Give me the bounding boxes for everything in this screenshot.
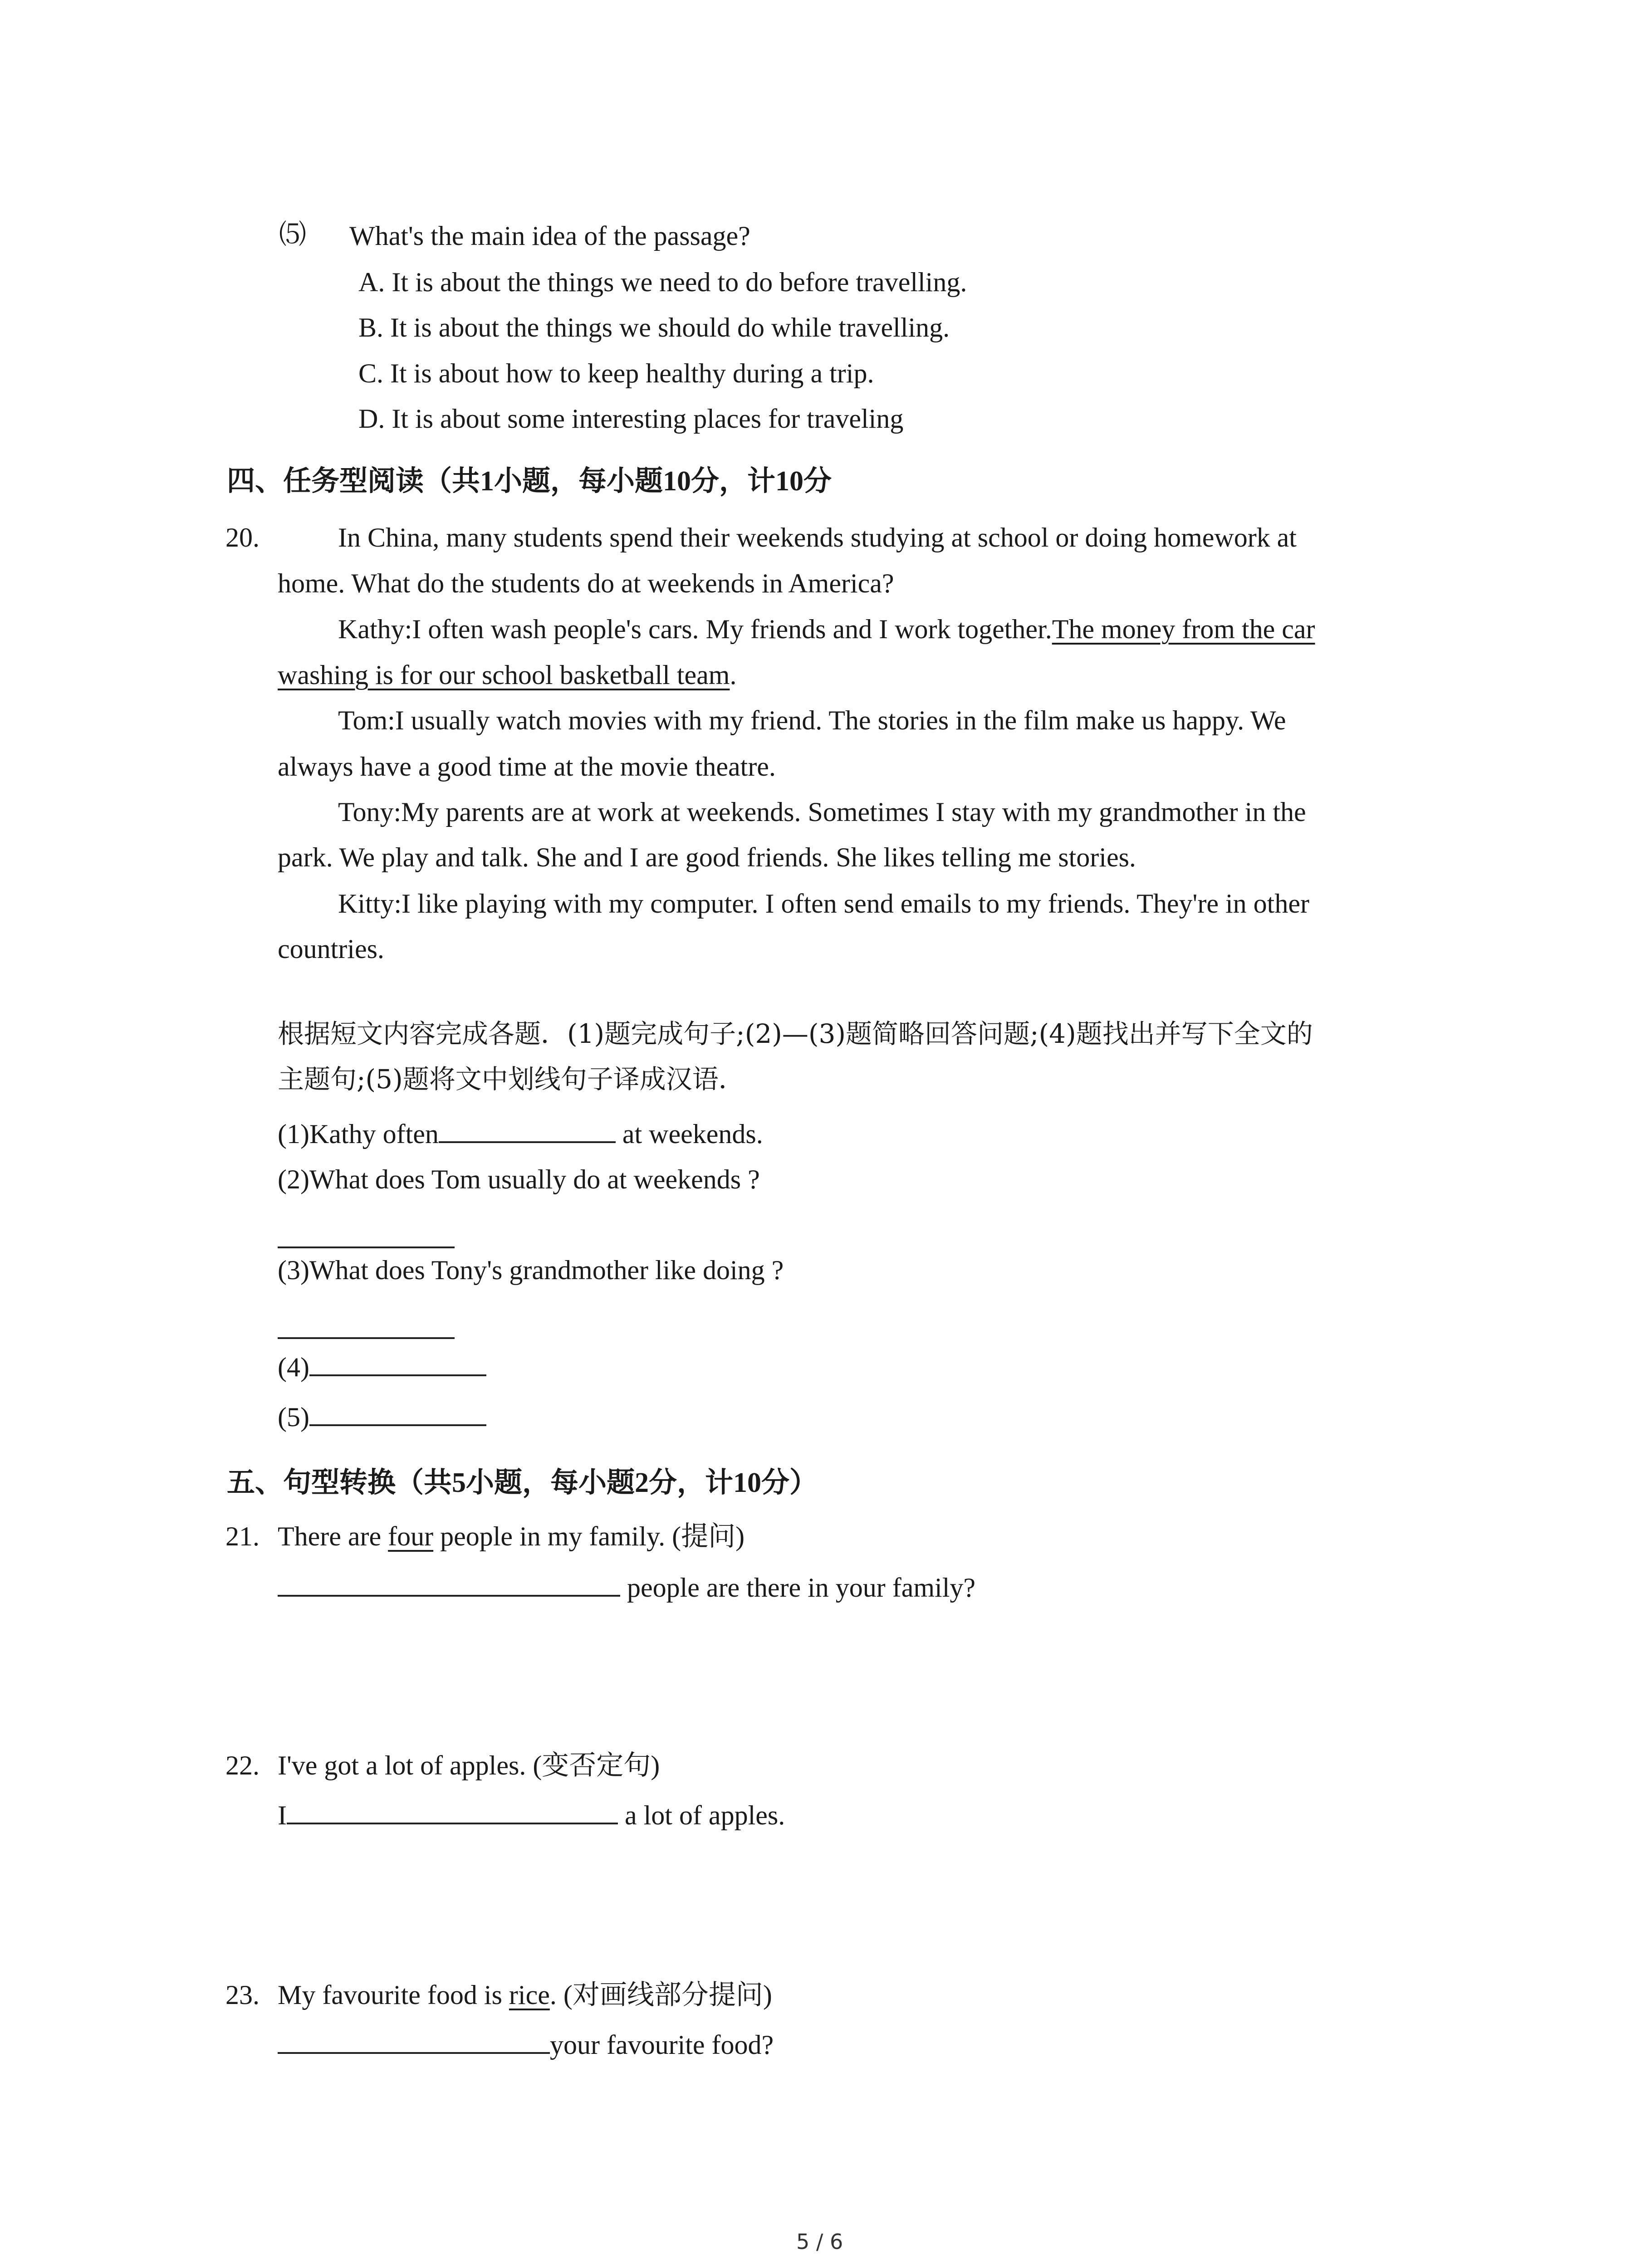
q19-5-number: ⑸ bbox=[279, 220, 306, 249]
q20-instructions-line2: 主题句;(5)题将文中划线句子译成汉语． bbox=[278, 1064, 745, 1095]
q23-number: 23. bbox=[225, 1980, 260, 2010]
q20-instructions-line1: 根据短文内容完成各题．(1)题完成句子;(2)—(3)题简略回答问题;(4)题找出并写下全文的 bbox=[278, 1018, 1313, 1049]
q20-sub4-label: (4) bbox=[278, 1352, 309, 1382]
q21-number: 21. bbox=[225, 1521, 260, 1551]
q23-line2 bbox=[278, 2031, 774, 2058]
section-5-title: 五、句型转换（共5小题，每小题2分，计10分） bbox=[227, 1467, 818, 1498]
q21-text-end: people in my family. (提问) bbox=[433, 1521, 745, 1551]
q20-sub3-answer-line[interactable] bbox=[278, 1337, 455, 1339]
q20-sub5 bbox=[278, 1403, 486, 1431]
q20-p2-line2 bbox=[278, 661, 736, 689]
q20-p3-line1: Tom:I usually watch movies with my friend. The stories in the film make us happy. We bbox=[338, 705, 1286, 735]
q20-p3-line2: always have a good time at the movie theatre. bbox=[278, 752, 776, 782]
q20-p4-line1: Tony:My parents are at work at weekends. Sometimes I stay with my grandmother in the bbox=[338, 797, 1306, 827]
q20-sub1-text-end: at weekends. bbox=[615, 1119, 763, 1149]
q20-p5-line2: countries. bbox=[278, 934, 384, 964]
section-4-title: 四、任务型阅读（共1小题，每小题10分，计10分 bbox=[227, 466, 832, 497]
q21-line2 bbox=[278, 1574, 975, 1601]
q21-blank[interactable] bbox=[278, 1594, 620, 1597]
q20-sub1 bbox=[278, 1120, 763, 1148]
q23-underlined-word: rice bbox=[509, 1980, 550, 2010]
q20-sub1-text: (1)Kathy often bbox=[278, 1119, 439, 1149]
q20-p1-line2: home. What do the students do at weekends in America? bbox=[278, 568, 894, 598]
underlined-sentence-part1: The money from the car bbox=[1052, 614, 1315, 644]
q23-text-end: . (对画线部分提问) bbox=[549, 1980, 772, 2010]
q20-p5-line1: Kitty:I like playing with my computer. I often send emails to my friends. They're in other bbox=[338, 889, 1309, 919]
period: . bbox=[730, 660, 737, 690]
underlined-sentence-part2: washing is for our school basketball team bbox=[278, 660, 730, 690]
q23-line2-text: your favourite food? bbox=[550, 2030, 774, 2060]
q20-sub4-blank[interactable] bbox=[309, 1374, 486, 1376]
q20-sub5-label: (5) bbox=[278, 1402, 309, 1432]
kathy-text: Kathy:I often wash people's cars. My friends and I work together. bbox=[338, 614, 1052, 644]
q19-5-option-c: C. It is about how to keep healthy during a trip. bbox=[358, 358, 874, 388]
q22-line2-start: I bbox=[278, 1800, 287, 1830]
q21-line2-text: people are there in your family? bbox=[620, 1573, 975, 1603]
q23-text: My favourite food is bbox=[278, 1980, 509, 2010]
q19-5-question: What's the main idea of the passage? bbox=[349, 221, 750, 251]
q23-blank[interactable] bbox=[278, 2052, 550, 2054]
q22-line2 bbox=[278, 1802, 785, 1829]
q20-p2-line1 bbox=[338, 616, 1315, 643]
q22-line1: I've got a lot of apples. (变否定句) bbox=[278, 1750, 660, 1780]
q19-5-option-a: A. It is about the things we need to do before travelling. bbox=[358, 267, 967, 297]
q19-5-option-b: B. It is about the things we should do while travelling. bbox=[358, 313, 950, 342]
q21-underlined-word: four bbox=[388, 1521, 434, 1551]
q20-sub1-blank[interactable] bbox=[439, 1141, 616, 1143]
q22-line2-end: a lot of apples. bbox=[617, 1800, 785, 1830]
q20-sub5-blank[interactable] bbox=[309, 1424, 486, 1426]
q21-line1 bbox=[278, 1523, 745, 1550]
q20-p1-line1: In China, many students spend their weekends studying at school or doing homework at bbox=[338, 523, 1297, 552]
q23-line1 bbox=[278, 1981, 772, 2009]
q21-text: There are bbox=[278, 1521, 388, 1551]
q19-5-option-d: D. It is about some interesting places for traveling bbox=[358, 404, 904, 434]
q20-number: 20. bbox=[225, 523, 260, 552]
page-number: 5 / 6 bbox=[796, 2229, 843, 2254]
q20-sub4 bbox=[278, 1354, 486, 1381]
q20-sub3: (3)What does Tony's grandmother like doing ? bbox=[278, 1255, 784, 1285]
q22-blank[interactable] bbox=[287, 1822, 618, 1824]
q20-p4-line2: park. We play and talk. She and I are good friends. She likes telling me stories. bbox=[278, 842, 1136, 872]
q20-sub2-answer-line[interactable] bbox=[278, 1246, 455, 1248]
q22-number: 22. bbox=[225, 1750, 260, 1780]
q20-sub2: (2)What does Tom usually do at weekends ? bbox=[278, 1164, 760, 1194]
